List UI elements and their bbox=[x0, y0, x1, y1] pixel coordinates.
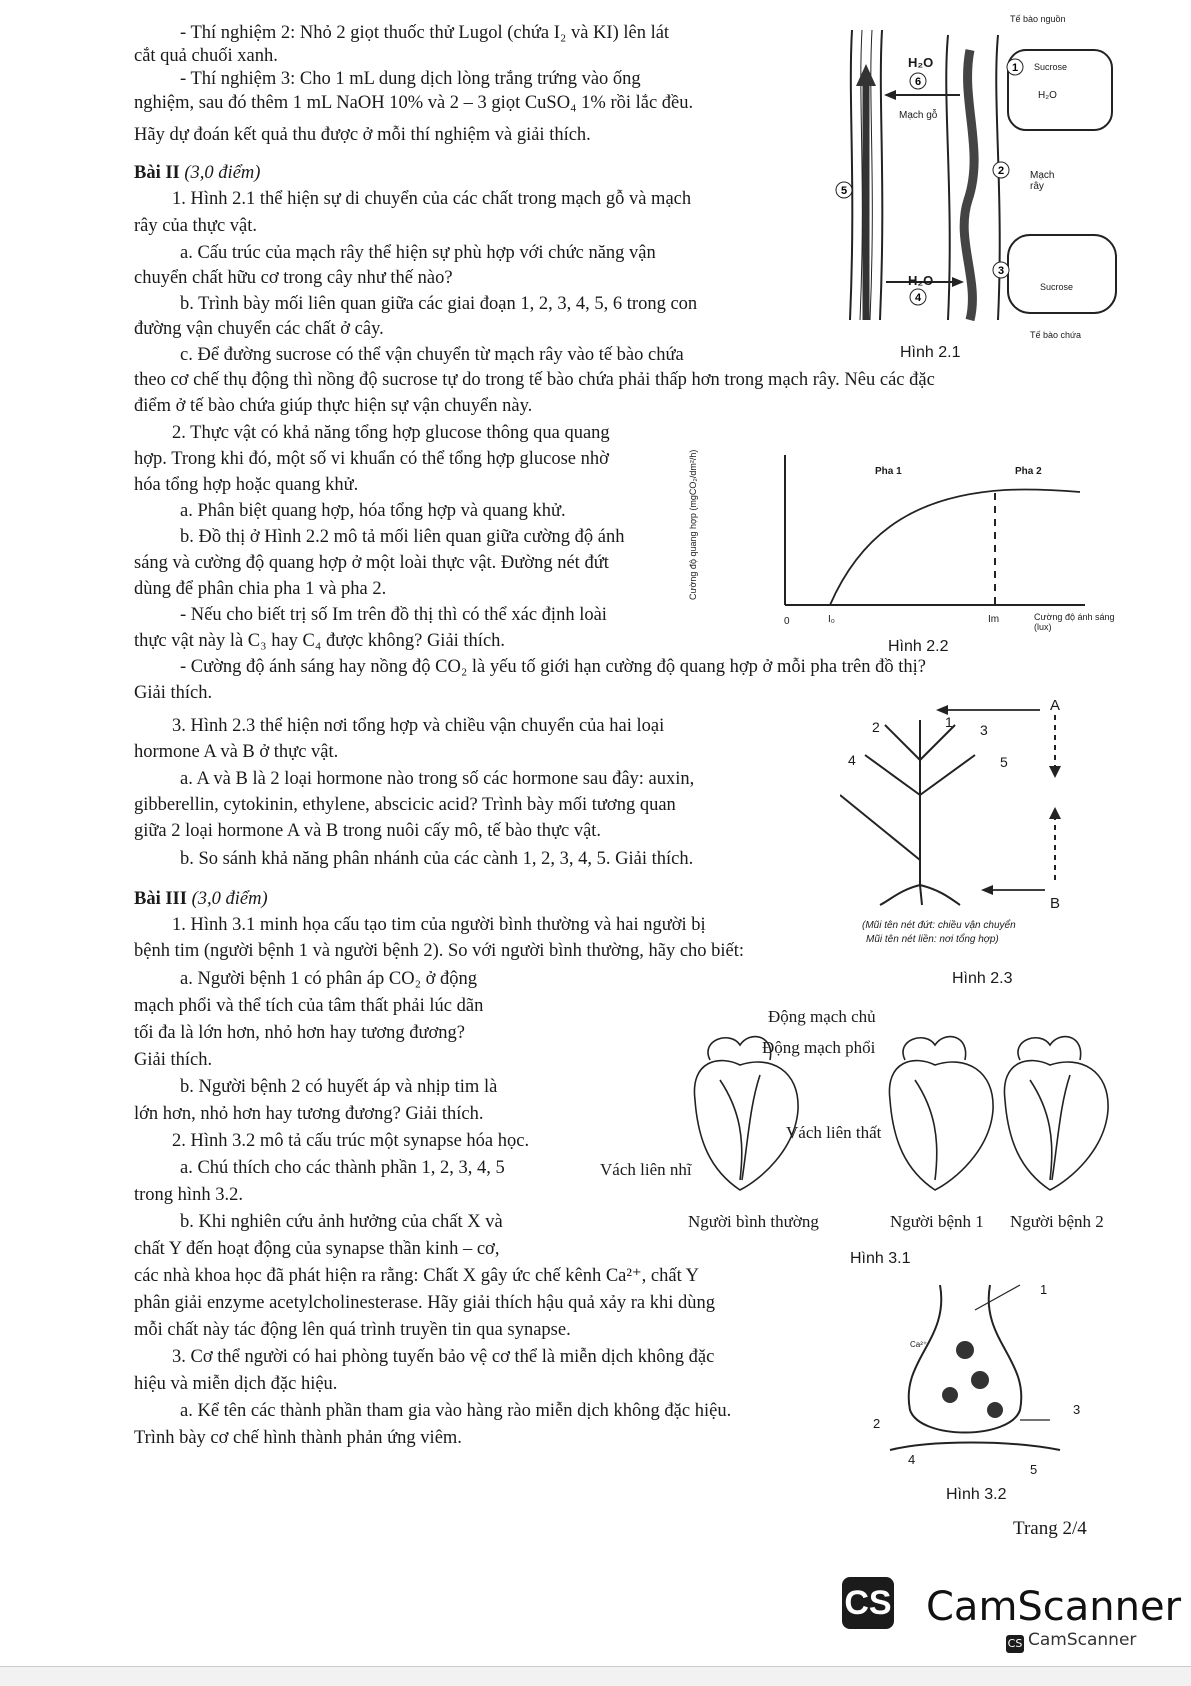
camscanner-small-icon: CS bbox=[1006, 1635, 1024, 1653]
sink-cell-label: Tế bào chứa bbox=[1030, 330, 1082, 340]
normal-person-label: Người bình thường bbox=[688, 1212, 819, 1231]
text-line: hóa tổng hợp hoặc quang khử. bbox=[134, 475, 359, 495]
synaptic-vesicle bbox=[987, 1402, 1003, 1418]
water-label-small: H₂O bbox=[1038, 90, 1057, 101]
synaptic-vesicle bbox=[942, 1387, 958, 1403]
text-line: cắt quả chuối xanh. bbox=[134, 46, 278, 66]
text-line: tối đa là lớn hơn, nhỏ hơn hay tương đương? bbox=[134, 1023, 466, 1043]
text-line: b. Đồ thị ở Hình 2.2 mô tả mối liên quan giữa cường độ ánh bbox=[180, 527, 625, 547]
page-number: Trang 2/4 bbox=[1013, 1518, 1087, 1539]
text-line: a. Phân biệt quang hợp, hóa tổng hợp và quang khử. bbox=[180, 501, 566, 521]
svg-text:6: 6 bbox=[914, 76, 922, 88]
text-line: Giải thích. bbox=[134, 683, 213, 703]
text-line: phân giải enzyme acetylcholinesterase. Hãy giải thích hậu quả xảy ra khi dùng bbox=[134, 1293, 715, 1313]
text-line: hợp. Trong khi đó, một số vi khuẩn có thể tổng hợp glucose nhờ bbox=[134, 449, 609, 469]
hormone-b-label: B bbox=[1050, 895, 1061, 912]
text-line: bệnh tim (người bệnh 1 và người bệnh 2). So với người bình thường, hãy cho biết: bbox=[134, 941, 745, 961]
text-line: mạch phổi và thể tích của tâm thất phải lúc dãn bbox=[134, 996, 484, 1016]
text-line: 1. Hình 2.1 thể hiện sự di chuyển của các chất trong mạch gỗ và mạch bbox=[172, 189, 692, 209]
text-line: hiệu và miễn dịch đặc hiệu. bbox=[134, 1374, 338, 1394]
water-label: H₂O bbox=[908, 273, 934, 288]
im-label: Im bbox=[988, 614, 1000, 625]
x-axis-label: Cường độ ánh sáng (lux) bbox=[1034, 612, 1115, 632]
branch-label: 3 bbox=[980, 722, 988, 738]
arrow-head-icon bbox=[856, 64, 876, 86]
text-line: 3. Hình 2.3 thể hiện nơi tổng hợp và chiều vận chuyển của hai loại bbox=[172, 716, 665, 736]
patient-2-label: Người bệnh 2 bbox=[1010, 1212, 1104, 1231]
text-line: gibberellin, cytokinin, ethylene, abscicic acid? Trình bày mối tương quan bbox=[134, 795, 676, 815]
text-line: chuyển chất hữu cơ trong cây như thế nào? bbox=[134, 268, 453, 288]
text-line: a. Người bệnh 1 có phân áp CO₂ ở động bbox=[180, 969, 478, 989]
figure-2-2-caption: Hình 2.2 bbox=[888, 638, 949, 655]
ventricular-septum-label: Vách liên thất bbox=[786, 1123, 882, 1142]
text-line: đường vận chuyển các chất ở cây. bbox=[134, 319, 384, 339]
figure-3-1-caption: Hình 3.1 bbox=[850, 1250, 911, 1267]
legend-dashed-note: (Mũi tên nét đứt: chiều vận chuyển bbox=[862, 920, 1016, 931]
phase-2-label: Pha 2 bbox=[1015, 466, 1042, 477]
text-line: theo cơ chế thụ động thì nồng độ sucrose tự do trong tế bào chứa phải thấp hơn trong mạch rây. Nêu các đặc bbox=[134, 370, 935, 390]
photosynthesis-curve bbox=[830, 490, 1080, 605]
branch-label: 4 bbox=[848, 752, 856, 768]
text-line: 2. Thực vật có khả năng tổng hợp glucose thông qua quang bbox=[172, 423, 610, 443]
synapse-label: 3 bbox=[1073, 1402, 1081, 1417]
text-line: lớn hơn, nhỏ hơn hay tương đương? Giải thích. bbox=[134, 1104, 484, 1124]
sucrose-label: Sucrose bbox=[1034, 62, 1068, 72]
text-line: a. Cấu trúc của mạch rây thể hiện sự phù hợp với chức năng vận bbox=[180, 243, 656, 263]
postsynaptic-membrane bbox=[890, 1443, 1060, 1451]
text-line: 1. Hình 3.1 minh họa cấu tạo tim của người bình thường và hai người bị bbox=[172, 915, 706, 935]
branch-label: 1 bbox=[945, 714, 953, 730]
phloem-flow bbox=[964, 50, 974, 320]
text-line: giữa 2 loại hormone A và B trong nuôi cấy mô, tế bào thực vật. bbox=[134, 821, 602, 841]
text-line: điểm ở tế bào chứa giúp thực hiện sự vận chuyển này. bbox=[134, 396, 533, 416]
svg-text:4: 4 bbox=[914, 292, 922, 304]
figure-2-3-caption: Hình 2.3 bbox=[952, 970, 1013, 987]
text-line: - Cường độ ánh sáng hay nồng độ CO₂ là yếu tố giới hạn cường độ quang hợp ở mỗi pha trên đồ thị? bbox=[180, 657, 926, 677]
svg-text:5: 5 bbox=[840, 185, 848, 197]
i0-label: I₀ bbox=[828, 614, 835, 625]
synaptic-vesicle bbox=[956, 1341, 974, 1359]
text-line: trong hình 3.2. bbox=[134, 1185, 243, 1205]
text-line: a. A và B là 2 loại hormone nào trong số các hormone sau đây: auxin, bbox=[180, 769, 695, 789]
text-line: 3. Cơ thể người có hai phòng tuyến bảo vệ cơ thể là miễn dịch không đặc bbox=[172, 1347, 715, 1367]
source-cell-label: Tế bào nguồn bbox=[1010, 14, 1066, 24]
synapse-label: 1 bbox=[1040, 1282, 1048, 1297]
synaptic-vesicle bbox=[971, 1371, 989, 1389]
text-line: sáng và cường độ quang hợp ở một loài thực vật. Đường nét đứt bbox=[134, 553, 609, 573]
figure-2-2-light-curve bbox=[755, 445, 1115, 635]
camscanner-watermark: CamScanner bbox=[926, 1584, 1182, 1630]
camscanner-logo-icon: CS bbox=[842, 1577, 894, 1629]
text-line: Giải thích. bbox=[134, 1050, 213, 1070]
figure-2-1-transport-diagram bbox=[830, 20, 1130, 340]
figure-3-1-hearts bbox=[680, 1020, 1120, 1200]
patient1-heart-drawing bbox=[889, 1037, 993, 1190]
text-line: mỗi chất này tác động lên quá trình truyền tin qua synapse. bbox=[134, 1320, 571, 1340]
text-line: rây của thực vật. bbox=[134, 216, 258, 236]
synapse-label: 5 bbox=[1030, 1462, 1038, 1477]
origin-label: 0 bbox=[784, 616, 790, 627]
patient2-heart-drawing bbox=[1004, 1037, 1108, 1190]
svg-text:2: 2 bbox=[997, 165, 1005, 177]
text-line: a. Kể tên các thành phần tham gia vào hàng rào miễn dịch không đặc hiệu. bbox=[180, 1401, 732, 1421]
text-line: Hãy dự đoán kết quả thu được ở mỗi thí nghiệm và giải thích. bbox=[134, 125, 591, 145]
text-line: b. Khi nghiên cứu ảnh hưởng của chất X và bbox=[180, 1212, 503, 1232]
atrial-septum-label: Vách liên nhĩ bbox=[600, 1160, 692, 1179]
hormone-a-label: A bbox=[1050, 697, 1061, 714]
branch-label: 5 bbox=[1000, 754, 1008, 770]
y-axis-label: Cường độ quang hợp (mgCO₂/dm²/h) bbox=[688, 449, 698, 600]
svg-text:1: 1 bbox=[1011, 62, 1019, 74]
text-line: - Nếu cho biết trị số Im trên đồ thị thì có thể xác định loài bbox=[180, 605, 607, 625]
text-line: b. Người bệnh 2 có huyết áp và nhịp tim là bbox=[180, 1077, 498, 1097]
branch-label: 2 bbox=[872, 719, 880, 735]
pulmonary-artery-label: Động mạch phổi bbox=[762, 1038, 876, 1057]
figure-3-2-synapse bbox=[870, 1280, 1080, 1480]
text-line: nghiệm, sau đó thêm 1 mL NaOH 10% và 2 – 3 giọt CuSO₄ 1% rồi lắc đều. bbox=[134, 93, 694, 113]
legend-solid-note: Mũi tên nét liền: nơi tổng hợp) bbox=[866, 934, 999, 945]
section-heading: Bài III (3,0 điểm) bbox=[134, 889, 268, 909]
svg-text:3: 3 bbox=[997, 265, 1005, 277]
phloem-label: Mạch rây bbox=[1030, 170, 1055, 192]
text-line: Trình bày cơ chế hình thành phản ứng viêm. bbox=[134, 1428, 462, 1448]
sink-cell bbox=[1008, 235, 1116, 313]
synapse-label: 4 bbox=[908, 1452, 916, 1467]
camscanner-small-watermark: CS CamScanner bbox=[1006, 1630, 1136, 1653]
patient-1-label: Người bệnh 1 bbox=[890, 1212, 984, 1231]
water-label: H₂O bbox=[908, 55, 934, 70]
text-line: thực vật này là C₃ hay C₄ được không? Giải thích. bbox=[134, 631, 506, 651]
figure-2-1-caption: Hình 2.1 bbox=[900, 344, 961, 361]
text-line: - Thí nghiệm 3: Cho 1 mL dung dịch lòng trắng trứng vào ống bbox=[180, 69, 641, 89]
synapse-label: 2 bbox=[873, 1416, 881, 1431]
figure-3-2-caption: Hình 3.2 bbox=[946, 1486, 1007, 1503]
normal-heart-drawing bbox=[694, 1037, 798, 1190]
text-line: 2. Hình 3.2 mô tả cấu trúc một synapse hóa học. bbox=[172, 1131, 530, 1151]
text-line: các nhà khoa học đã phát hiện ra rằng: Chất X gây ức chế kênh Ca²⁺, chất Y bbox=[134, 1266, 700, 1286]
calcium-ion-label: Ca²⁺ bbox=[910, 1340, 928, 1349]
plant-stem-branches bbox=[840, 720, 975, 905]
sucrose-label: Sucrose bbox=[1040, 282, 1074, 292]
section-heading: Bài II (3,0 điểm) bbox=[134, 163, 261, 183]
aorta-label: Động mạch chủ bbox=[768, 1007, 876, 1026]
text-line: dùng để phân chia pha 1 và pha 2. bbox=[134, 579, 387, 599]
text-line: b. So sánh khả năng phân nhánh của các cành 1, 2, 3, 4, 5. Giải thích. bbox=[180, 849, 694, 869]
text-line: c. Để đường sucrose có thể vận chuyển từ mạch rây vào tế bào chứa bbox=[180, 345, 684, 365]
text-line: b. Trình bày mối liên quan giữa các giai đoạn 1, 2, 3, 4, 5, 6 trong con bbox=[180, 294, 698, 314]
xylem-label: Mạch gỗ bbox=[899, 110, 938, 121]
text-line: chất Y đến hoạt động của synapse thần kinh – cơ, bbox=[134, 1239, 500, 1259]
text-line: hormone A và B ở thực vật. bbox=[134, 742, 339, 762]
text-line: a. Chú thích cho các thành phần 1, 2, 3, 4, 5 bbox=[180, 1158, 505, 1178]
page-bottom-edge bbox=[0, 1666, 1191, 1686]
text-line: - Thí nghiệm 2: Nhỏ 2 giọt thuốc thử Lugol (chứa I₂ và KI) lên lát bbox=[180, 23, 670, 43]
phase-1-label: Pha 1 bbox=[875, 466, 902, 477]
